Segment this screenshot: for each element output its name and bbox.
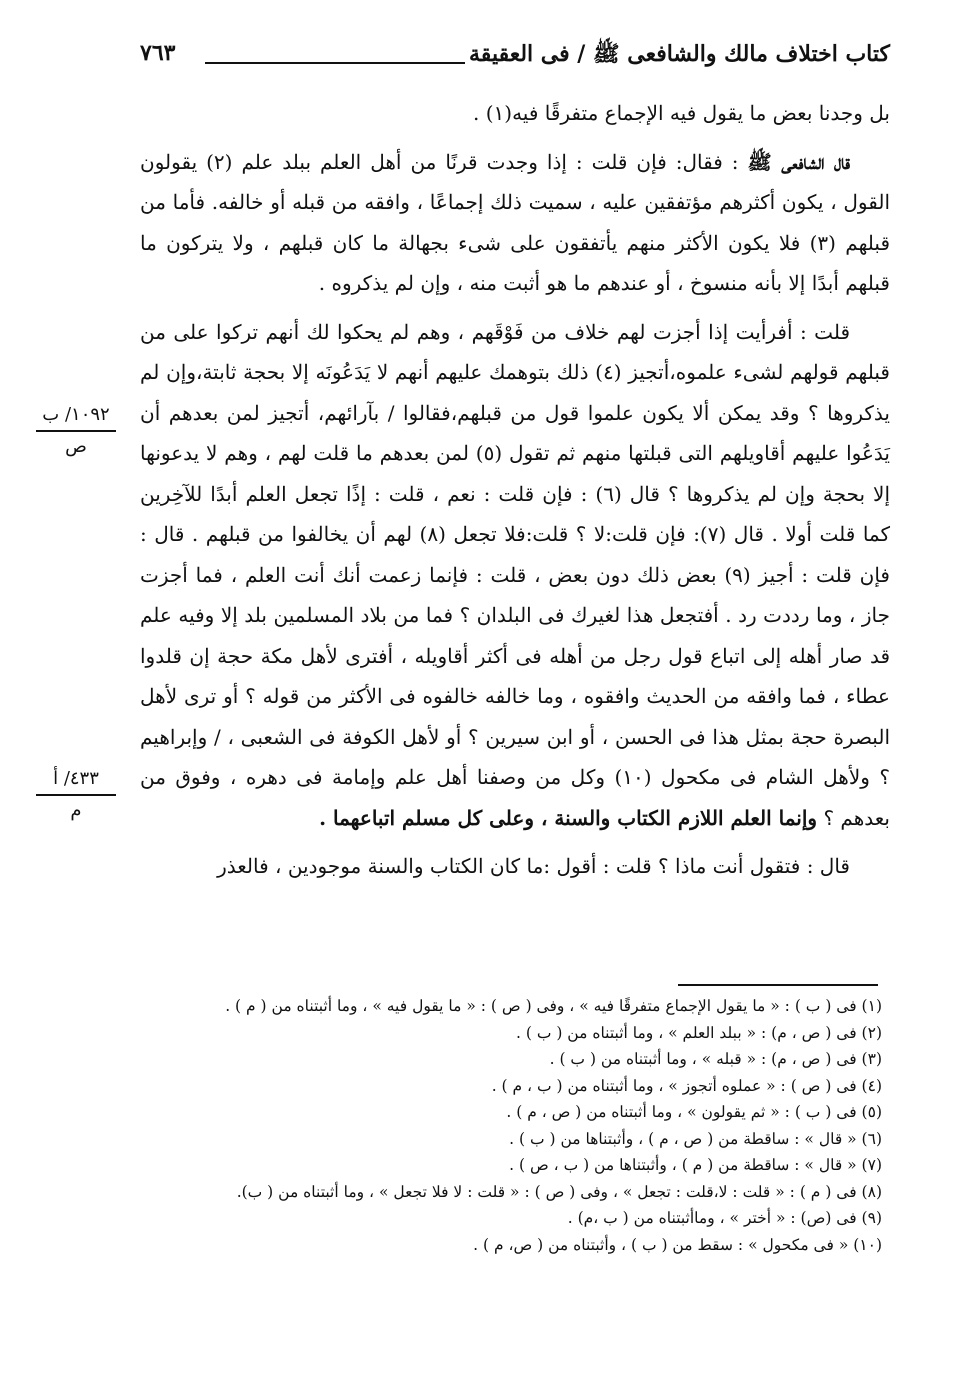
margin-note-2-bottom: م — [70, 800, 82, 821]
footnotes — [140, 993, 882, 1258]
paragraph-4-text: قال : فتقول أنت ماذا ؟ قلت : أقول :ما كان الكتاب والسنة موجودين ، فالعذر — [217, 854, 850, 878]
footnote-4: (٤) فى ( ص ) : « عملوه أتجوز » ، وما أثبتناه من ( ب ، م ) . — [491, 1076, 882, 1095]
margin-note-1-top: ١٠٩٢/ ب — [42, 404, 110, 425]
footnote-1: (١) فى ( ب ) : « ما يقول الإجماع متفرقًا فيه » ، وفى ( ص ) : « ما يقول فيه » ، وما أثبتناه من ( م ) . — [225, 997, 882, 1015]
page-number: ٧٦٣ — [140, 40, 176, 66]
footnote-9: (٩) فى (ص) : « أختر » ، وماأثبتناه من ( ب ،م) . — [567, 1209, 882, 1227]
paragraph-4 — [140, 846, 890, 887]
footnote-8: (٨) فى ( م ) : « قلت : لا،قلت : تجعل » ، وفى ( ص ) : « قلت : لا فلا تجعل » ، وما أثبتناه من ( ب). — [236, 1182, 882, 1201]
margin-note-1-bottom: ص — [65, 436, 87, 457]
footnote-7: (٧) « قال » : ساقطة من ( م ) ، وأثبتناها من ( ب ، ص ) . — [509, 1156, 882, 1174]
footnote-rule — [678, 984, 878, 986]
paragraph-1-text: بل وجدنا بعض ما يقول فيه الإجماع متفرقًا فيه(١) . — [472, 101, 890, 125]
margin-note-2-top: ٤٣٣/ أ — [53, 768, 99, 789]
speaker-lead: قال الشافعى ﷺ — [747, 149, 850, 174]
margin-note-1 — [36, 402, 116, 460]
page-header — [140, 40, 890, 80]
footnote-3: (٣) فى ( ص ، م) : « قبله » ، وما أثبتناه من ( ب ) . — [549, 1050, 882, 1068]
paragraph-1 — [140, 93, 890, 134]
margin-note-2-rule — [36, 794, 116, 796]
footnote-6: (٦) « قال » : ساقطة من ( ص ، م ) ، وأثبتناها من ( ب ) . — [509, 1129, 882, 1148]
margin-note-2 — [36, 766, 116, 824]
header-rule — [205, 62, 465, 64]
footnote-2: (٢) فى ( ص ، م) : « ببلد العلم » ، وما أثبتناه من ( ب ) . — [515, 1023, 882, 1042]
paragraph-3 — [140, 312, 890, 839]
paragraph-2-text: : فقال: فإن قلت : إذا وجدت قرنًا من أهل العلم ببلد علم (٢) يقولون القول ، يكون أكثرهم مؤتفقين عليه ، سميت ذلك إجماعًا ، وافقه من قبله أو خالفه. فأما من قبلهم (٣) فلا يكون الأكثر منهم يأتفقون على شىء بجهالة ما كان قبلهم ، ولا يتركون ما قبلهم أبدًا إلا بأنه منسوخ ، أو عندهم ما هو أثبت منه ، وإن لم يذكروه . — [140, 149, 890, 295]
margin-note-1-rule — [36, 430, 116, 432]
paragraph-3-text: قلت : أفرأيت إذا أجزت لهم خلاف من فَوْقَهم ، وهم لم يحكوا لك أنهم تركوا على من قبلهم قولهم لشىء علموه،أتجيز (٤) ذلك بتوهمك عليهم أنهم لا يَدَعُونَه إلا بحجة ثابتة،وإن لم يذكروها ؟ وقد يمكن ألا يكون علموا قول من قبلهم،فقالوا / بآرائهم، أتجيز لمن بعدهم أن يَدَعُوا عليهم أقاويلهم التى قبلتها منهم ثم تقول (٥) لمن بعدهم ما قلت لهم ، وهم لا يدعونها إلا بحجة وإن لم يذكروها ؟ قال (٦) : فإن قلت : نعم ، قلت : إذًا تجعل العلم أبدًا للآخِرين كما قلت أولا . قال (٧): فإن قلت:لا ؟ قلت:فلا تجعل (٨) لهم أن يخالفوا من قبلهم . قال : فإن قلت : أجيز (٩) بعض ذلك دون بعض ، قلت : فإنما زعمت أنك أنت العلم ، فما أجزت جاز ، وما رددت رد . أفتجعل هذا لغيرك فى البلدان ؟ فما من بلاد المسلمين بلد إلا وفيه علم قد صار أهله إلى اتباع قول رجل من أهله فى أكثر أقاويله ، أفترى لأهل مكة حجة إن قلدوا عطاء ، فما وافقه من الحديث وافقوه ، وما خالفه خالفوه فى الأكثر من قوله ؟ أو ترى لأهل البصرة حجة بمثل هذا فى الحسن ، أو ابن سيرين ؟ أو لأهل الكوفة فى الشعبى ، / وإبراهيم ؟ ولأهل الشام فى مكحول (١٠) وكل من وصفنا أهل علم وإمامة فى دهره ، وفوق من بعدهم ؟ — [140, 319, 890, 830]
paragraph-3-bold-tail: وإنما العلم اللازم الكتاب والسنة ، وعلى كل مسلم اتباعهما . — [319, 805, 818, 830]
paragraph-2 — [140, 142, 890, 304]
footnote-5: (٥) فى ( ب ) : « ثم يقولون » ، وما أثبتناه من ( ص ، م ) . — [506, 1103, 882, 1121]
running-title: كتاب اختلاف مالك والشافعى ﷺ / فى العقيقة — [469, 41, 890, 67]
main-text — [140, 93, 890, 887]
footnote-10: (١٠) « فى مكحول » : سقط من ( ب ) ، وأثبتناه من ( ص، م ) . — [473, 1235, 882, 1254]
